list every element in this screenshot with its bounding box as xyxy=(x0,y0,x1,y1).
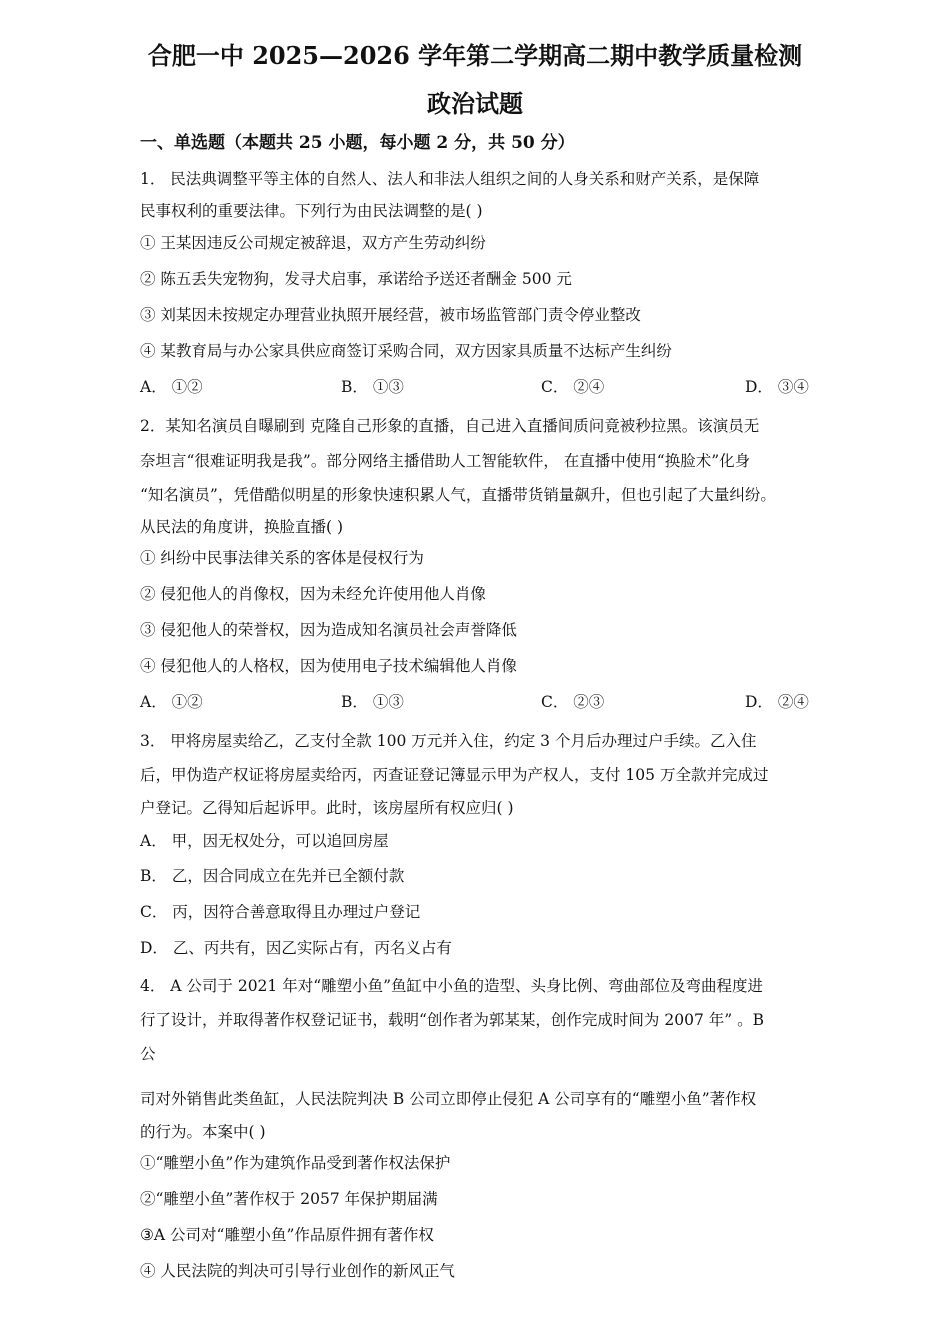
q4-stem-line-5: 的行为。本案中( ) xyxy=(140,1123,266,1141)
q1-statement-4: ④ 某教育局与办公家具供应商签订采购合同，双方因家具质量不达标产生纠纷 xyxy=(140,342,672,360)
q2-statement-2: ② 侵犯他人的肖像权，因为未经允许使用他人肖像 xyxy=(140,585,486,603)
q3-stem-line-1: 3． 甲将房屋卖给乙，乙支付全款 100 万元并入住，约定 3 个月后办理过户手续。乙入住 xyxy=(140,732,757,750)
q3-stem-line-3: 户登记。乙得知后起诉甲。此时，该房屋所有权应归( ) xyxy=(140,799,514,817)
q2-stem-line-3: “知名演员”，凭借酷似明星的形象快速积累人气，直播带货销量飙升，但也引起了大量纠纷。 xyxy=(140,486,776,504)
q1-option-a: A． ①② xyxy=(140,378,203,396)
q2-option-b: B． ①③ xyxy=(341,693,404,711)
q2-stem-line-1: 2．某知名演员自曝刷到 克隆自己形象的直播，自己进入直播间质问竟被秒拉黑。该演员无 xyxy=(140,417,760,435)
q2-option-d: D． ②④ xyxy=(745,693,809,711)
q4-statement-1: ①“雕塑小鱼”作为建筑作品受到著作权法保护 xyxy=(140,1154,451,1172)
q3-option-a: A． 甲，因无权处分，可以追回房屋 xyxy=(140,832,389,850)
q1-option-b: B． ①③ xyxy=(341,378,404,396)
q4-stem-line-2: 行了设计，并取得著作权登记证书，载明“创作者为郭某某，创作完成时间为 2007 年” 。B xyxy=(140,1011,764,1029)
section-heading: 一、单选题（本题共 25 小题，每小题 2 分，共 50 分） xyxy=(140,133,575,153)
exam-title: 合肥一中 2025—2026 学年第二学期高二期中教学质量检测 xyxy=(147,41,803,70)
q4-stem-line-4: 司对外销售此类鱼缸，人民法院判决 B 公司立即停止侵犯 A 公司享有的“雕塑小鱼”著作权 xyxy=(140,1090,757,1108)
q1-option-d: D． ③④ xyxy=(745,378,809,396)
q1-stem-line-1: 1． 民法典调整平等主体的自然人、法人和非法人组织之间的人身关系和财产关系，是保障 xyxy=(140,170,760,188)
q2-stem-line-4: 从民法的角度讲，换脸直播( ) xyxy=(140,518,344,536)
q1-statement-1: ① 王某因违反公司规定被辞退，双方产生劳动纠纷 xyxy=(140,234,486,252)
q3-option-b: B． 乙，因合同成立在先并已全额付款 xyxy=(140,867,405,885)
q4-stem-line-3: 公 xyxy=(140,1045,156,1063)
q3-option-c: C． 丙，因符合善意取得且办理过户登记 xyxy=(140,903,421,921)
q2-option-a: A． ①② xyxy=(140,693,203,711)
q2-option-c: C． ②③ xyxy=(541,693,605,711)
q4-statement-2: ②“雕塑小鱼”著作权于 2057 年保护期届满 xyxy=(140,1190,438,1208)
q4-statement-3: ③A 公司对“雕塑小鱼”作品原件拥有著作权 xyxy=(140,1226,434,1244)
q2-statement-1: ① 纠纷中民事法律关系的客体是侵权行为 xyxy=(140,549,424,567)
q3-stem-line-2: 后，甲伪造产权证将房屋卖给丙，丙查证登记簿显示甲为产权人，支付 105 万全款并完成过 xyxy=(140,766,769,784)
q3-option-d: D． 乙、丙共有，因乙实际占有，丙名义占有 xyxy=(140,939,452,957)
q2-statement-3: ③ 侵犯他人的荣誉权，因为造成知名演员社会声誉降低 xyxy=(140,621,517,639)
q4-stem-line-1: 4． A 公司于 2021 年对“雕塑小鱼”鱼缸中小鱼的造型、头身比例、弯曲部位及弯曲程度进 xyxy=(140,977,764,995)
q1-stem-line-2: 民事权利的重要法律。下列行为由民法调整的是( ) xyxy=(140,202,483,220)
q1-statement-3: ③ 刘某因未按规定办理营业执照开展经营，被市场监管部门责令停业整改 xyxy=(140,306,641,324)
exam-subject: 政治试题 xyxy=(427,89,523,118)
q1-option-c: C． ②④ xyxy=(541,378,605,396)
q2-stem-line-2: 奈坦言“很难证明我是我”。部分网络主播借助人工智能软件， 在直播中使用“换脸术”化身 xyxy=(140,452,751,470)
q4-statement-4: ④ 人民法院的判决可引导行业创作的新风正气 xyxy=(140,1262,455,1280)
q1-statement-2: ② 陈五丢失宠物狗，发寻犬启事，承诺给予送还者酬金 500 元 xyxy=(140,270,572,288)
q2-statement-4: ④ 侵犯他人的人格权，因为使用电子技术编辑他人肖像 xyxy=(140,657,517,675)
